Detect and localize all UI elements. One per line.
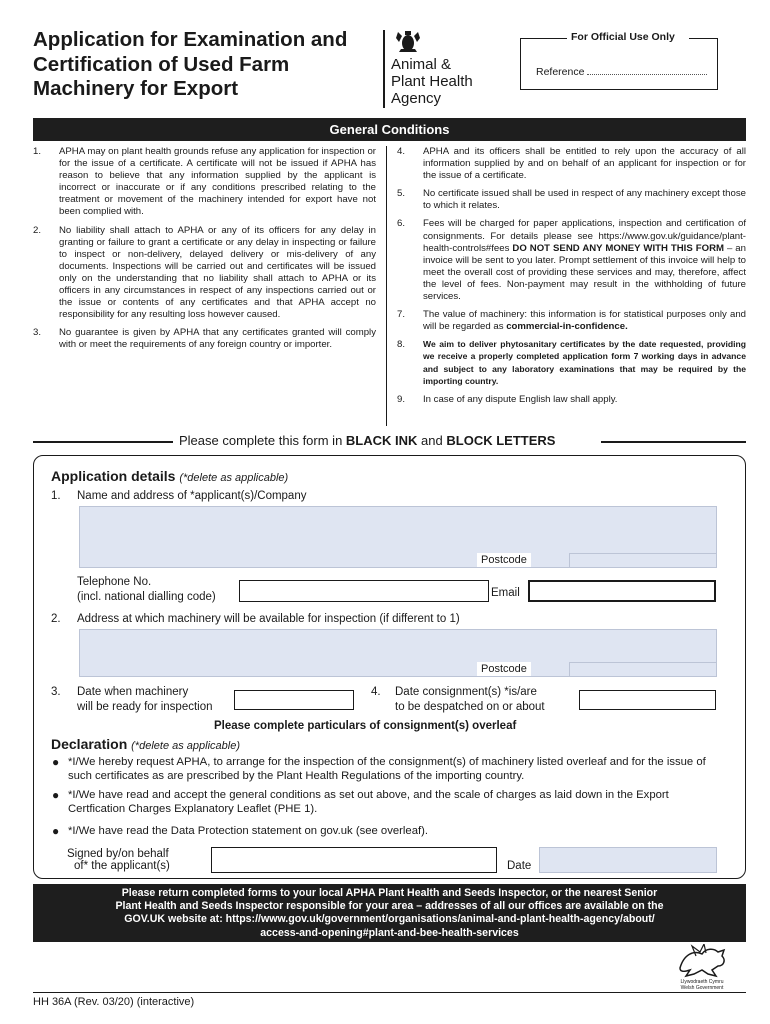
footer-rule: [33, 992, 746, 993]
apha-logo: [383, 30, 503, 110]
bullet-icon: ●: [52, 755, 60, 769]
condition-number: 1.: [33, 146, 42, 157]
instruction-black-ink: BLACK INK: [345, 433, 418, 448]
condition-text: APHA may on plant health grounds refuse any application for inspection or for the issue of a certificate. A certificate will not be issued if APHA has reason to believe that any information supplied by the applicant is incorrect or inaccurate or if any conditions prescribed relating to the treatment or movement of the machinery intended for export have not been complied with.: [59, 146, 376, 218]
declaration-heading: [51, 736, 240, 752]
condition-text: No certificate issued shall be used in respect of any machinery except those to which it relates.: [423, 188, 746, 212]
condition-4: [397, 146, 746, 182]
signed-label-1: Signed by/on behalf: [67, 848, 169, 860]
postcode-label-1: Postcode: [477, 553, 531, 567]
no-money-warning: DO NOT SEND ANY MONEY WITH THIS FORM: [512, 242, 724, 254]
signed-label-2: of* the applicant(s): [74, 860, 170, 872]
condition-7: [397, 309, 746, 333]
declaration-item-2: [52, 788, 718, 816]
condition-number: 4.: [397, 146, 406, 157]
application-hint: (*delete as applicable): [179, 472, 289, 484]
condition-number: 8.: [397, 339, 406, 351]
official-use-heading: For Official Use Only: [571, 31, 675, 43]
form-reference: HH 36A (Rev. 03/20) (interactive): [33, 996, 195, 1008]
logo-bar: [383, 30, 385, 108]
condition-text: No guarantee is given by APHA that any certificates granted will comply with or meet the requirements of any foreign country or importer.: [59, 327, 376, 351]
q4-number: 4.: [371, 686, 381, 698]
condition-6: [397, 218, 746, 303]
condition-8: [397, 339, 746, 387]
agency-name: [391, 56, 473, 107]
reference-line: [587, 74, 707, 75]
condition-text: In case of any dispute English law shall apply.: [423, 393, 618, 405]
condition-number: 2.: [33, 224, 42, 236]
q1-number: 1.: [51, 490, 61, 502]
condition-9: [397, 394, 746, 406]
declaration-text-1: *I/We hereby request APHA, to arrange for the inspection of the consignment(s) of machinery listed overleaf and for the issue of such certificates as are prescribed by the Plant Health Regulations of the importing country.: [68, 756, 706, 782]
return-line-3: GOV.UK website at: https://www.gov.uk/government/organisations/animal-and-plant-health-agency/about/: [124, 913, 655, 926]
signature-field[interactable]: [211, 847, 497, 873]
welsh-logo-line-2: Welsh Government: [680, 985, 724, 991]
instruction-rule-left: [33, 441, 173, 443]
royal-crest-icon: [393, 30, 423, 54]
telephone-label-2: (incl. national dialling code): [77, 591, 216, 603]
official-use-box: [520, 31, 718, 90]
bullet-icon: ●: [52, 788, 60, 802]
welsh-logo-line-1: Llywodraeth Cymru: [680, 979, 724, 985]
declaration-item-3: [52, 824, 718, 839]
agency-line-3: Agency: [391, 90, 442, 107]
return-line-4: access-and-opening#plant-and-bee-health-services: [260, 926, 519, 939]
column-divider: [386, 146, 387, 426]
declaration-text-3: *I/We have read the Data Protection statement on gov.uk (see overleaf).: [68, 825, 429, 837]
q2-label: Address at which machinery will be available for inspection (if different to 1): [77, 613, 460, 625]
welsh-government-logo: [672, 944, 732, 990]
q4-line-1: Date consignment(s) *is/are: [395, 686, 537, 698]
condition-text: The value of machinery: this information is for statistical purposes only and will be regarded as: [423, 309, 746, 333]
condition-5: [397, 188, 746, 212]
signature-date-field[interactable]: [539, 847, 717, 873]
return-notice: [33, 884, 746, 942]
instruction-text: [179, 433, 555, 448]
instruction-block-letters: BLOCK LETTERS: [446, 433, 556, 448]
bullet-icon: ●: [52, 824, 60, 838]
conditions-left-column: [33, 146, 376, 358]
condition-text: APHA and its officers shall be entitled to rely upon the accuracy of all information supplied by and on behalf of an applicant for inspection or for the issue of a certificate.: [423, 146, 746, 182]
condition-1: [33, 146, 376, 219]
condition-number: 3.: [33, 327, 42, 339]
instruction-rule-right: [601, 441, 746, 443]
general-conditions-heading: General Conditions: [33, 118, 746, 141]
conditions-right-column: [397, 146, 746, 412]
reference-label: Reference: [536, 66, 585, 78]
official-box-top-right: [689, 38, 717, 39]
telephone-label-1: Telephone No.: [77, 576, 152, 588]
q1-label: Name and address of *applicant(s)/Company: [77, 490, 307, 502]
instruction-prefix: Please complete this form in: [179, 433, 343, 448]
ready-date-field[interactable]: [234, 690, 354, 710]
condition-text-cont: – an invoice will be sent to you later. Prompt settlement of this invoice will help to meet the overall cost of providing these services and may, therefore, affect the level of fees. Non-payment may result in the withholding of future services.: [423, 242, 746, 303]
declaration-heading-text: Declaration: [51, 736, 128, 752]
q3-line-2: will be ready for inspection: [77, 701, 213, 713]
despatch-date-field[interactable]: [579, 690, 716, 710]
confidential-note: commercial-in-confidence.: [506, 321, 628, 333]
welsh-logo-text: [672, 979, 732, 991]
ink-instruction: [33, 432, 746, 450]
reference-row: [536, 66, 707, 78]
condition-text: We aim to deliver phytosanitary certificates by the date requested, providing we receive a properly completed application form 7 working days in advance and subject to any laboratory examinations that may be required by the importing country.: [423, 339, 746, 386]
date-label: Date: [507, 860, 532, 872]
condition-number: 7.: [397, 309, 406, 321]
agency-line-2: Plant Health: [391, 73, 473, 90]
declaration-hint: (*delete as applicable): [131, 740, 240, 752]
return-line-2: Plant Health and Seeds Inspector responsible for your area – addresses of all our offices are available on the: [115, 900, 664, 913]
application-heading-text: Application details: [51, 468, 176, 484]
application-heading: [51, 468, 288, 484]
declaration-item-1: [52, 755, 718, 783]
telephone-field[interactable]: [239, 580, 489, 602]
return-line-1: Please return completed forms to your local APHA Plant Health and Seeds Inspector, or the nearest Senior: [121, 887, 658, 899]
condition-number: 6.: [397, 218, 406, 230]
q4-line-2: to be despatched on or about: [395, 701, 545, 713]
postcode-field-1[interactable]: [569, 553, 717, 568]
q3-line-1: Date when machinery: [77, 686, 189, 698]
agency-line-1: Animal &: [391, 56, 452, 73]
q3-number: 3.: [51, 686, 61, 698]
application-section: [33, 455, 746, 879]
email-label: Email: [491, 587, 520, 599]
condition-text: No liability shall attach to APHA or any of its officers for any delay in granting or failure to grant a certificate or any delay in inspecting or failure to inspect or non-delivery, delayed delivery or mis-delivery of any documents. Inspections will be carried out and certificates will be issued only on the understanding that no liability shall attach to APHA or its officers in any circumstances in respect of any inspections carried out or the issue or contents of any certificates and that APHA accept no responsibility for any resulting loss however caused.: [59, 224, 376, 321]
overleaf-note: Please complete particulars of consignment(s) overleaf: [214, 720, 517, 732]
condition-text: Fees will be charged for paper applications, inspection and certification of consignments. For details please see https://www.gov.uk/guidance/plant-health-controls#fees: [423, 218, 746, 254]
declaration-text-2: *I/We have read and accept the general conditions as set out above, and the scale of charges as laid down in the Export Certfication Charges Explanatory Leaflet (PHE 1).: [68, 789, 669, 815]
postcode-label-2: Postcode: [477, 662, 531, 676]
condition-2: [33, 225, 376, 322]
form-title: Application for Examination and Certification of Used Farm Machinery for Export: [33, 28, 348, 100]
email-field[interactable]: [528, 580, 716, 602]
condition-number: 9.: [397, 393, 406, 405]
condition-3: [33, 327, 376, 351]
official-box-top-left: [521, 38, 567, 39]
instruction-and: and: [421, 433, 443, 448]
welsh-dragon-icon: [672, 944, 732, 978]
postcode-field-2[interactable]: [569, 662, 717, 677]
condition-number: 5.: [397, 188, 406, 200]
q2-number: 2.: [51, 613, 61, 625]
